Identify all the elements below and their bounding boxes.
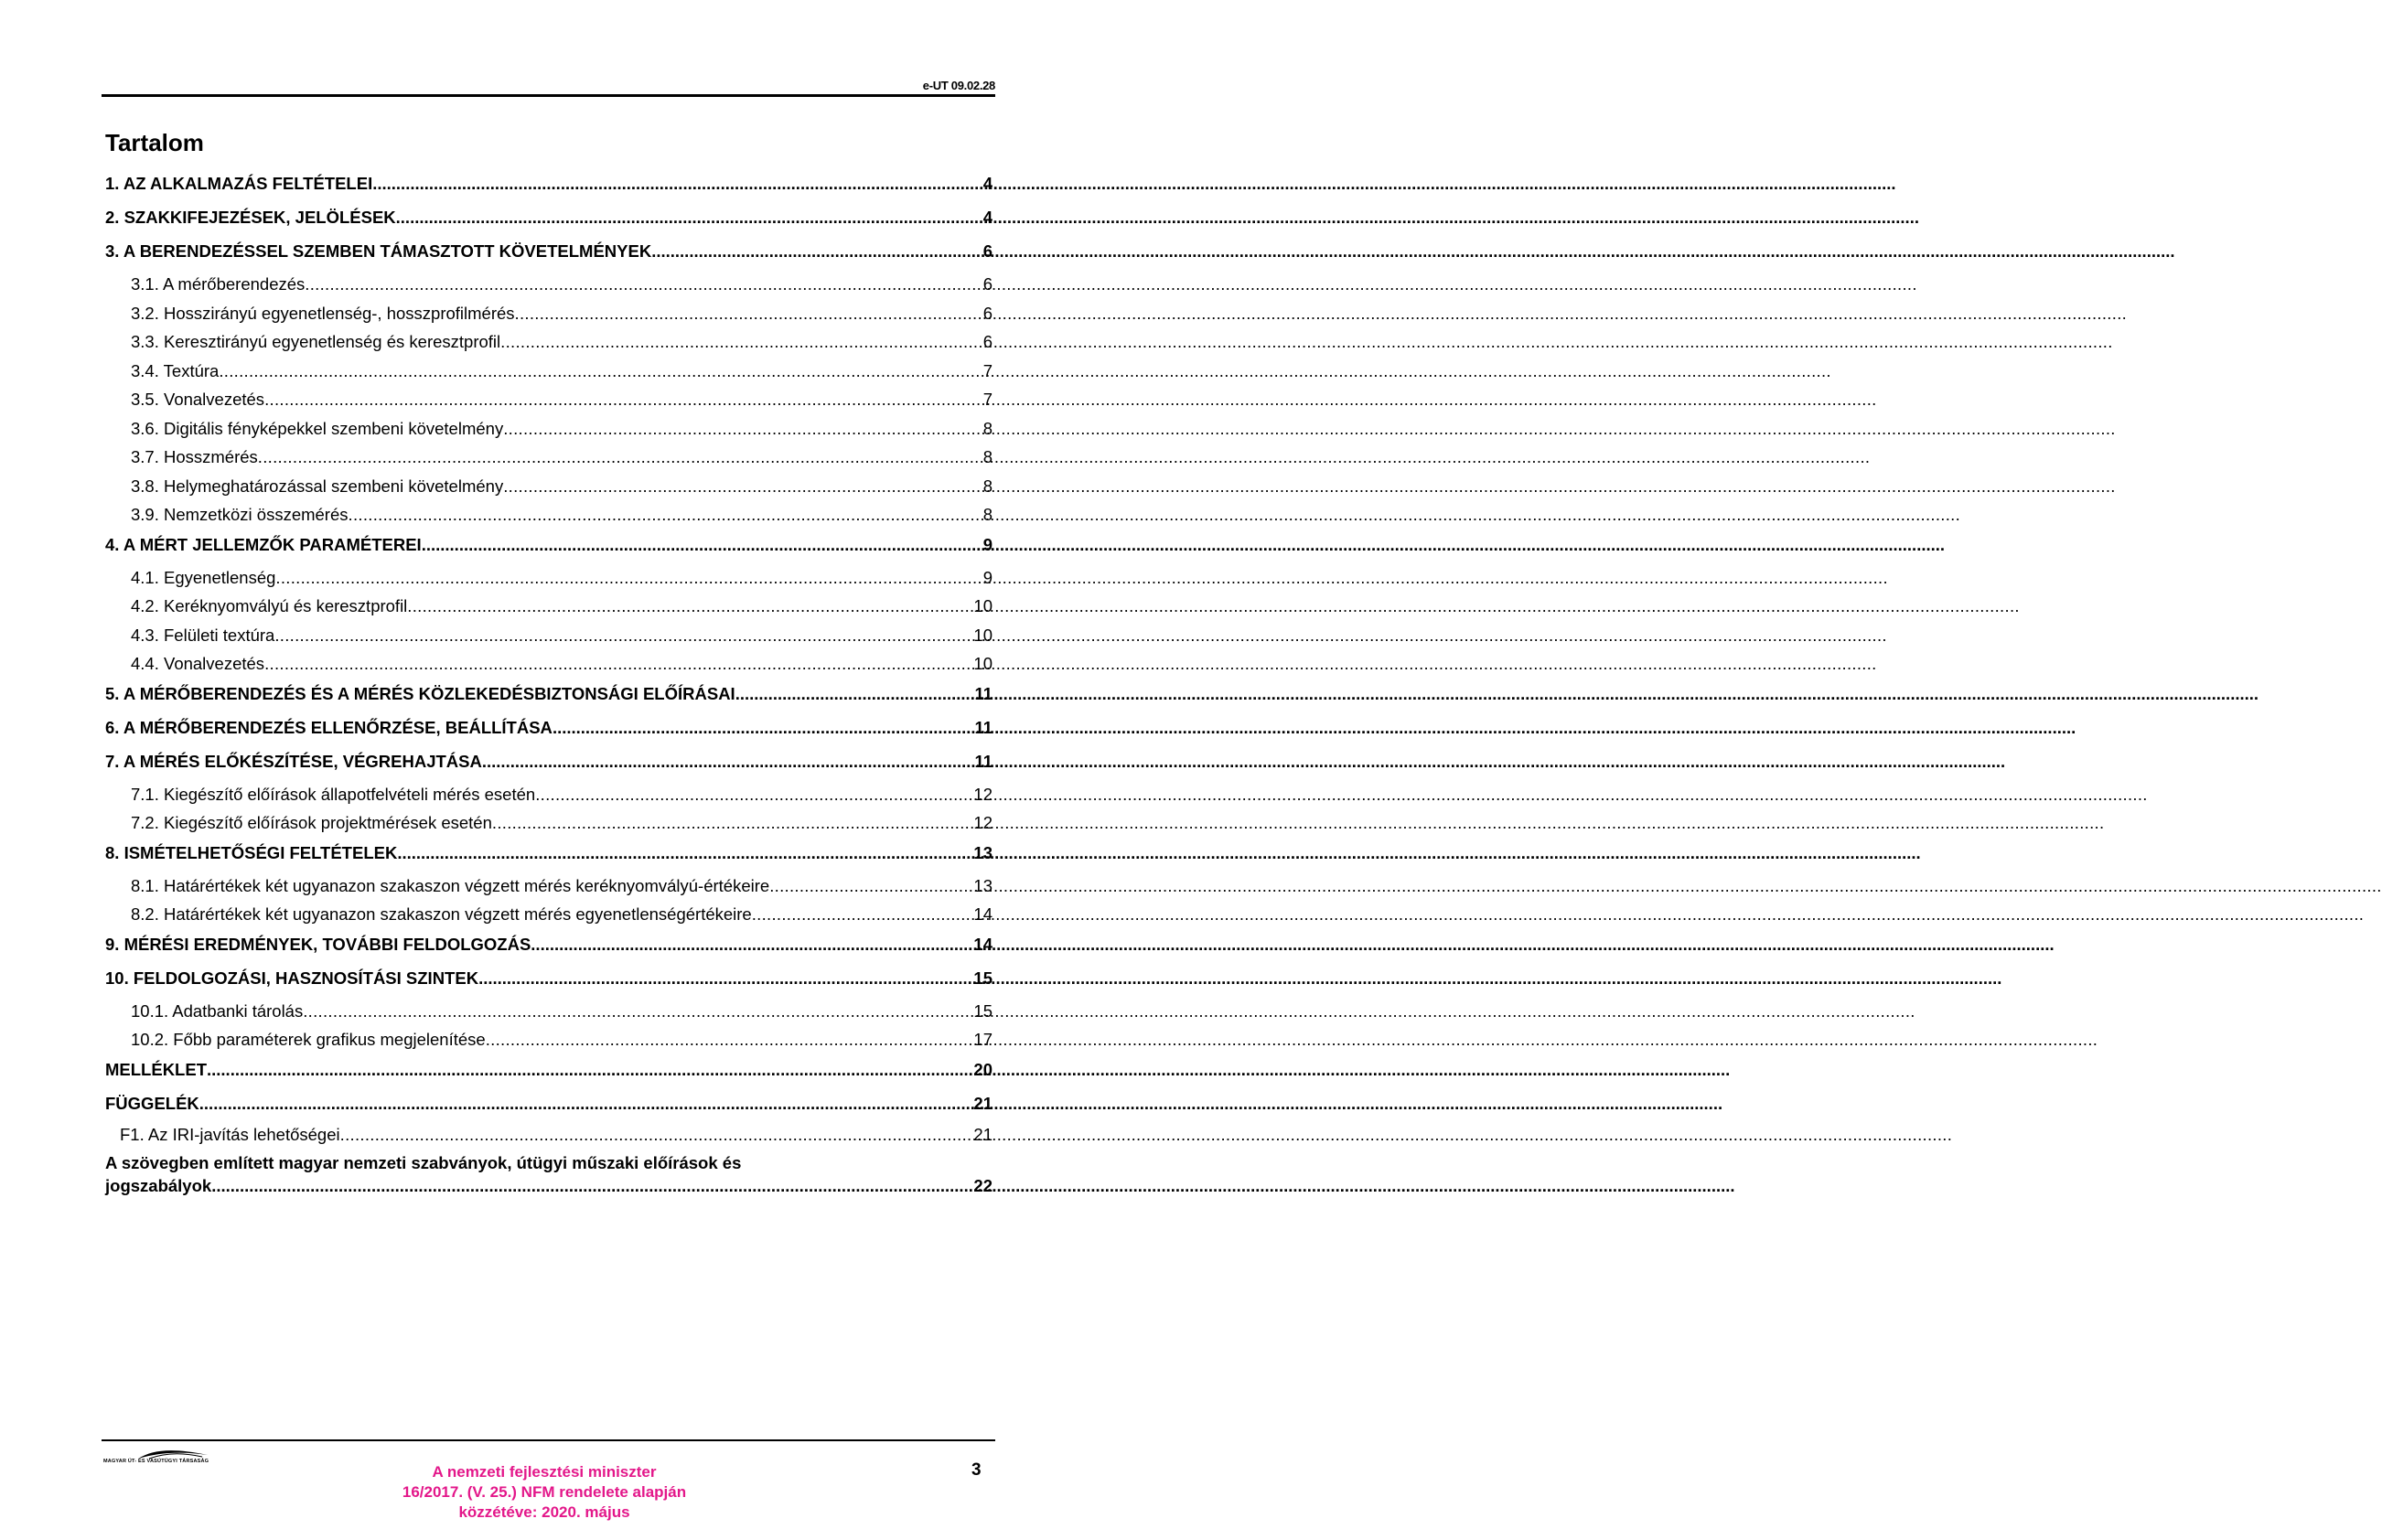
toc-entry-page: 11	[974, 751, 992, 771]
toc-entry-label: 4.1. Egyenetlenség	[131, 567, 276, 587]
toc-subentry[interactable]	[105, 565, 992, 594]
toc-subentry[interactable]	[105, 444, 992, 474]
dot-leader	[207, 1056, 973, 1084]
toc-entry-label: 10. FELDOLGOZÁSI, HASZNOSÍTÁSI SZINTEK	[105, 968, 479, 988]
toc-entry-page: 15	[973, 1000, 992, 1021]
toc-subentry[interactable]	[105, 387, 992, 416]
toc-entry-page: 13	[973, 842, 992, 862]
toc-entry-page: 11	[974, 717, 992, 737]
toc-entry-page: 10	[973, 654, 992, 673]
toc-entry-label: 6. A MÉRŐBERENDEZÉS ELLENŐRZÉSE, BEÁLLÍTÁSA	[105, 717, 553, 737]
toc-entry-page: 6	[982, 332, 992, 351]
dot-leader	[531, 931, 973, 958]
toc-entry-label: 3.1. A mérőberendezés	[131, 274, 306, 294]
toc-entry[interactable]	[105, 1090, 992, 1124]
toc-entry[interactable]	[105, 531, 992, 565]
page-number: 3	[971, 1460, 982, 1480]
toc-entry-page: 15	[973, 968, 992, 988]
toc-entry-label: 3.5. Vonalvezetés	[131, 390, 265, 409]
toc-entry[interactable]	[105, 1056, 992, 1090]
dot-leader	[651, 238, 983, 265]
toc-entry[interactable]	[105, 840, 992, 873]
toc-entry-label: 4.2. Keréknyomvályú és keresztprofil	[131, 596, 408, 615]
toc-entry-label: 10.1. Adatbanki tárolás	[131, 1000, 304, 1021]
toc-entry-page: 8	[982, 476, 992, 496]
toc-entry-label: 8.2. Határértékek két ugyanazon szakaszon végzett mérés egyenetlenségértékeire	[131, 904, 752, 924]
dot-leader	[219, 358, 982, 384]
toc-entry-page: 22	[973, 1175, 992, 1195]
publication-note	[0, 1462, 1089, 1523]
dot-leader	[305, 272, 982, 297]
dot-leader	[340, 1124, 974, 1146]
toc-entry-label: 3.7. Hosszmérés	[131, 447, 258, 466]
dot-leader	[211, 1174, 973, 1197]
toc-title: Tartalom	[105, 129, 204, 156]
dot-leader	[553, 714, 975, 742]
toc-subentry[interactable]	[105, 329, 992, 358]
toc-entry-label: MELLÉKLET	[105, 1059, 207, 1079]
toc-entry-label-line1: A szövegben említett magyar nemzeti szabványok, útügyi műszaki előírások és	[105, 1152, 742, 1172]
toc-subentry[interactable]	[105, 873, 992, 903]
dot-leader	[752, 902, 974, 927]
toc-entry-multiline[interactable]	[105, 1151, 992, 1199]
toc-entry-label: 2. SZAKKIFEJEZÉSEK, JELÖLÉSEK	[105, 208, 396, 227]
toc-subentry[interactable]	[105, 301, 992, 330]
toc-entry-label: 10.2. Főbb paraméterek grafikus megjelenítése	[131, 1030, 486, 1049]
toc-subentry[interactable]	[105, 782, 992, 811]
toc-entry-label: 3.3. Keresztirányú egyenetlenség és keresztprofil	[131, 332, 501, 351]
dot-leader	[264, 387, 983, 412]
toc-entry-page: 12	[973, 784, 992, 804]
toc-entry-page: 14	[973, 904, 992, 924]
footer-rule	[102, 1439, 995, 1441]
dot-leader	[372, 170, 982, 198]
publication-note-line1: A nemzeti fejlesztési miniszter	[432, 1463, 657, 1481]
toc-subentry[interactable]	[105, 474, 992, 503]
toc-entry-page: 17	[973, 1030, 992, 1049]
toc-entry-label: 7.1. Kiegészítő előírások állapotfelvételi mérés esetén	[131, 784, 536, 804]
dot-leader	[396, 204, 983, 231]
toc-entry-page: 21	[973, 1093, 992, 1113]
toc-entry-label: 8.1. Határértékek két ugyanazon szakaszon végzett mérés keréknyomvályú-értékeire	[131, 875, 770, 895]
toc-entry-label: 5. A MÉRŐBERENDEZÉS ÉS A MÉRÉS KÖZLEKEDÉSBIZTONSÁGI ELŐÍRÁSAI	[105, 683, 735, 703]
toc-subentry[interactable]	[105, 502, 992, 531]
toc-entry-page: 8	[982, 447, 992, 466]
dot-leader	[397, 840, 973, 867]
toc-subentry[interactable]	[105, 416, 992, 445]
toc-entry-label: 3.4. Textúra	[131, 360, 220, 380]
toc-entry-label: 7. A MÉRÉS ELŐKÉSZÍTÉSE, VÉGREHAJTÁSA	[105, 751, 482, 771]
dot-leader	[258, 444, 983, 470]
toc-subentry[interactable]	[105, 1124, 992, 1149]
table-of-contents	[105, 170, 992, 1199]
dot-leader	[735, 680, 975, 708]
toc-entry-page: 9	[982, 567, 992, 587]
dot-leader	[478, 965, 973, 992]
dot-leader	[349, 502, 983, 528]
toc-entry-page: 8	[982, 418, 992, 438]
toc-entry[interactable]	[105, 238, 992, 272]
toc-subentry[interactable]	[105, 623, 992, 652]
document-code: e-UT 09.02.28	[922, 79, 995, 92]
toc-entry-page: 9	[982, 534, 992, 554]
dot-leader	[407, 594, 973, 619]
toc-subentry[interactable]	[105, 1027, 992, 1056]
toc-entry[interactable]	[105, 680, 992, 714]
toc-entry-page: 21	[973, 1124, 992, 1144]
toc-subentry[interactable]	[105, 594, 992, 623]
toc-entry[interactable]	[105, 965, 992, 999]
toc-entry-label: 3.6. Digitális fényképekkel szembeni követelmény	[131, 418, 504, 438]
toc-entry-page: 7	[982, 390, 992, 409]
toc-entry-page: 6	[982, 274, 992, 294]
toc-entry-page: 10	[973, 625, 992, 645]
dot-leader	[264, 651, 973, 677]
toc-subentry[interactable]	[105, 272, 992, 301]
toc-entry[interactable]	[105, 170, 992, 204]
toc-entry-label: 3.2. Hosszirányú egyenetlenség-, hosszprofilmérés	[131, 303, 515, 323]
toc-subentry[interactable]	[105, 999, 992, 1028]
toc-entry-page: 6	[982, 241, 992, 261]
toc-entry-label-line2: jogszabályok	[105, 1175, 212, 1195]
toc-entry-label: 4. A MÉRT JELLEMZŐK PARAMÉTEREI	[105, 534, 422, 554]
toc-entry-page: 14	[973, 934, 992, 954]
toc-entry[interactable]	[105, 714, 992, 748]
dot-leader	[769, 873, 973, 899]
toc-entry-label: 7.2. Kiegészítő előírások projektmérések esetén	[131, 813, 492, 832]
toc-subentry[interactable]	[105, 651, 992, 680]
dot-leader	[486, 1027, 974, 1053]
toc-entry-label: 1. AZ ALKALMAZÁS FELTÉTELEI	[105, 174, 373, 193]
toc-entry[interactable]	[105, 931, 992, 965]
dot-leader	[422, 531, 983, 559]
dot-leader	[515, 301, 983, 326]
toc-entry-page: 7	[982, 360, 992, 380]
toc-entry-label: 4.3. Felületi textúra	[131, 625, 275, 645]
publication-note-line2: 16/2017. (V. 25.) NFM rendelete alapján	[402, 1483, 687, 1501]
dot-leader	[303, 999, 973, 1024]
toc-entry[interactable]	[105, 748, 992, 782]
toc-subentry[interactable]	[105, 810, 992, 840]
toc-entry-page: 4	[982, 208, 992, 227]
dot-leader	[482, 748, 975, 775]
dot-leader	[199, 1090, 974, 1118]
dot-leader	[492, 810, 974, 836]
toc-entry-page: 11	[974, 683, 992, 703]
toc-entry-page: 12	[973, 813, 992, 832]
toc-entry-label: 9. MÉRÉSI EREDMÉNYEK, TOVÁBBI FELDOLGOZÁS	[105, 934, 531, 954]
dot-leader	[535, 782, 973, 807]
toc-entry-label: 4.4. Vonalvezetés	[131, 654, 265, 673]
dot-leader	[275, 565, 982, 591]
dot-leader	[500, 329, 983, 355]
toc-entry-page: 6	[982, 303, 992, 323]
dot-leader	[274, 623, 973, 648]
toc-subentry[interactable]	[105, 902, 992, 931]
toc-entry-label: 8. ISMÉTELHETŐSÉGI FELTÉTELEK	[105, 842, 398, 862]
toc-subentry[interactable]	[105, 358, 992, 388]
toc-entry-label: F1. Az IRI-javítás lehetőségei	[120, 1124, 340, 1144]
toc-entry[interactable]	[105, 204, 992, 238]
toc-entry-page: 8	[982, 505, 992, 524]
toc-entry-page: 13	[973, 875, 992, 895]
toc-entry-page: 4	[982, 174, 992, 193]
dot-leader	[503, 474, 983, 499]
header-rule	[102, 94, 995, 97]
toc-entry-label: 3.8. Helymeghatározással szembeni követelmény	[131, 476, 504, 496]
toc-entry-label: FÜGGELÉK	[105, 1093, 199, 1113]
dot-leader	[503, 416, 983, 442]
publisher-logo-text: MAGYAR ÚT- ÉS VASÚTÜGYI TÁRSASÁG	[103, 1459, 209, 1464]
toc-entry-label: 3.9. Nemzetközi összemérés	[131, 505, 349, 524]
toc-entry-label: 3. A BERENDEZÉSSEL SZEMBEN TÁMASZTOTT KÖVETELMÉNYEK	[105, 241, 652, 261]
toc-entry-page: 20	[973, 1059, 992, 1079]
publication-note-line3: közzétéve: 2020. május	[458, 1503, 630, 1521]
toc-entry-page: 10	[973, 596, 992, 615]
